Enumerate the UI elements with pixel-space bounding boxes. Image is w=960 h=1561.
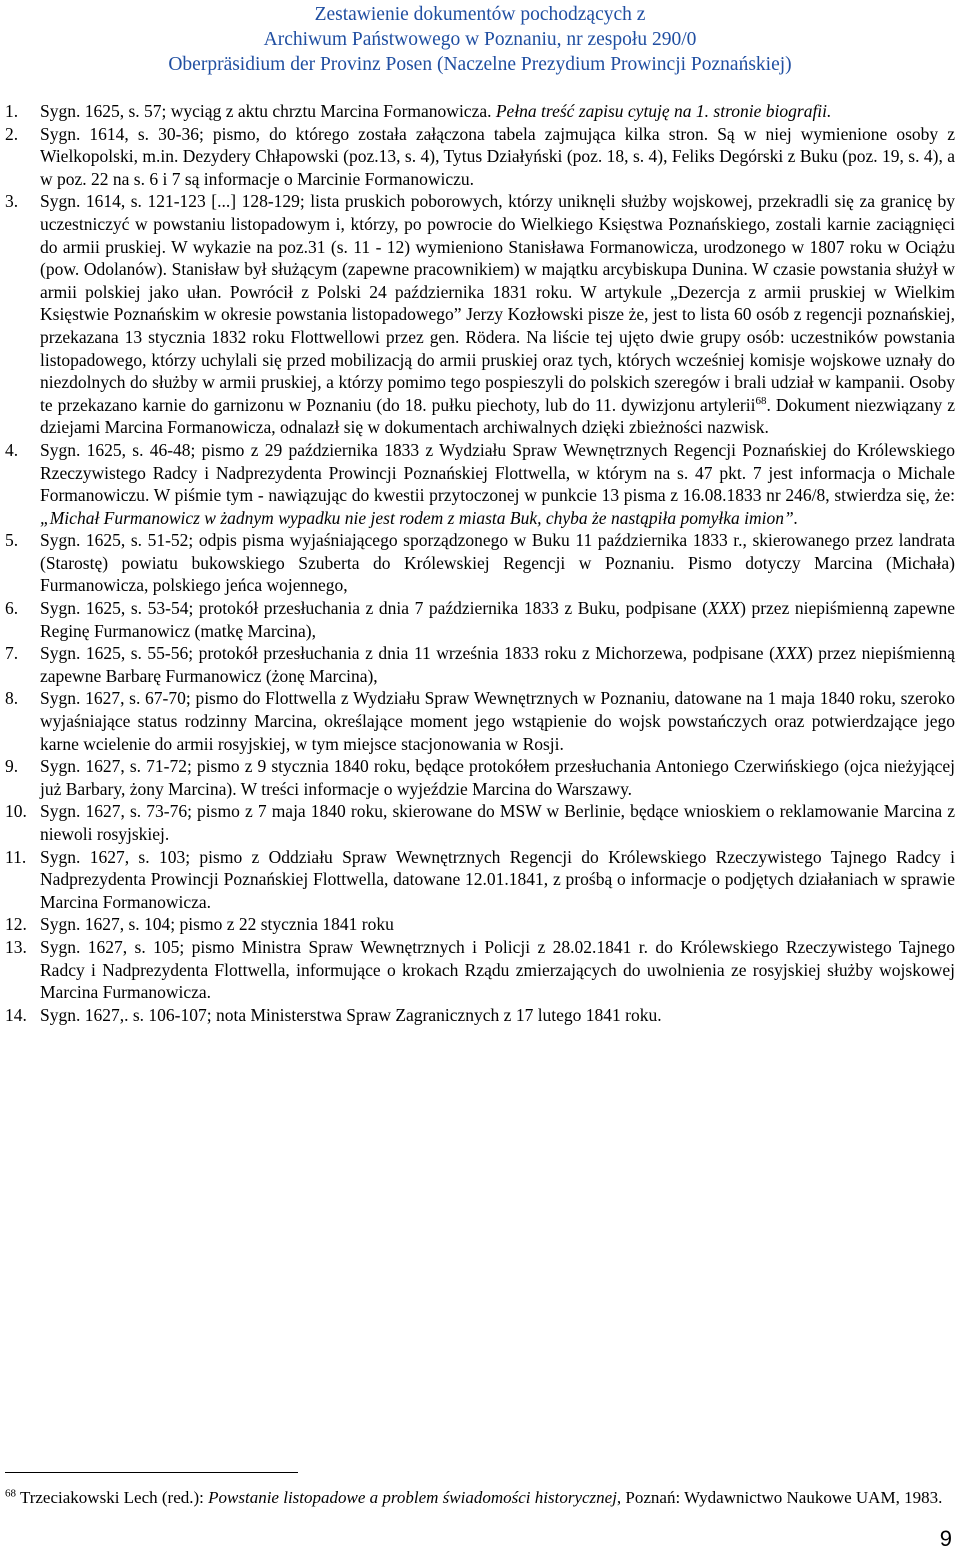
item-text: Sygn. 1614, s. 121-123 [...] 128-129; lista pruskich poborowych, którzy uniknęli służby wojskowej, przekradli się za granicę by uczestniczyć w powstaniu listopadowym i, którzy, po powrocie do Wielkiego Księstwa Poznańskiego, zostali karnie zaciągnięci do armii pruskiej. W wykazie na poz.31 (s. 11 - 12) wymieniono Stanisława Formanowicza, urodzonego w 1807 roku w Ociążu (pow. Odolanów). Stanisław był służącym (zapewne pracownikiem) w majątku arcybiskupa Dunina. W czasie powstania służył w armii polskiej jako ułan. Powrócił z Polski 24 października 1831 roku. W artykule „Dezercja z armii pruskiej w Wielkim Księstwie Poznańskim w okresie powstania listopadowego” Jerzy Kozłowski pisze że, jest to lista 60 osób z regencji poznańskiej, przekazana 13 stycznia 1832 roku Flottwellowi przez gen. Rödera. Na liście tej ujęto dwie grupy osób: uczestników powstania listopadowego, którzy uchylali się przed mobilizacją do armii pruskiej oraz tych, których wcześniej komisje wojskowe uznały do niezdolnych do służby w armii pruskiej, a którzy pomimo tego pospieszyli do polskich szeregów i brali udział w kampanii. Osoby te przekazano karnie do garnizonu w Poznaniu (do 18. pułku piechoty, lub do 11. dywizjonu artylerii$^{68}$. Dokument niezwiązany z dziejami Marcina Formanowicza, odnalazł się w dokumentach archiwalnych dzięki zbieżności nazwisk. <box>40 191 955 438</box>
item-text: Sygn. 1625, s. 57; wyciąg z aktu chrztu Marcina Formanowicza. Pełna treść zapisu cytuję na 1. stronie biografii. <box>40 101 832 121</box>
item-number: 2. <box>5 123 19 144</box>
document-header <box>0 2 960 77</box>
item-number: 14. <box>5 1004 27 1025</box>
item-number: 11. <box>5 846 27 867</box>
footnote-separator <box>5 1472 298 1473</box>
document-list <box>5 100 955 1026</box>
item-text: Sygn. 1625, s. 53-54; protokół przesłuchania z dnia 7 października 1833 z Buku, podpisane (XXX) przez niepiśmienną zapewne Reginę Furmanowicz (matkę Marcina), <box>40 598 955 641</box>
list-item <box>5 439 955 529</box>
item-text: Sygn. 1627,. s. 106-107; nota Ministerstwa Spraw Zagranicznych z 17 lutego 1841 roku. <box>40 1004 662 1025</box>
list-item <box>5 597 955 642</box>
item-text: Sygn. 1627, s. 105; pismo Ministra Spraw Wewnętrznych i Policji z 28.02.1841 r. do Królewskiego Rzeczywistego Tajnego Radcy i Nadprezydenta Flottwella, informujące o krokach Rządu zmierzających do uwolnienia ze rosyjskiej służby wojskowej Marcina Furmanowicza. <box>40 936 955 1003</box>
list-item <box>5 846 955 914</box>
list-item <box>5 123 955 191</box>
list-item <box>5 1004 955 1027</box>
list-item <box>5 642 955 687</box>
footnote-ref: 68 <box>755 394 767 407</box>
list-item <box>5 755 955 800</box>
item-text: Sygn. 1627, s. 67-70; pismo do Flottwella z Wydziału Spraw Wewnętrznych w Poznaniu, datowane na 1 maja 1840 roku, szeroko wyjaśniające status rodzinny Marcina, określające moment jego wstąpienie do wojsk powstańczych oraz potwierdzające jego karne wcielenie do armii rosyjskiej, w tym miejsce stacjonowania w Rosji. <box>40 688 955 754</box>
footnote-68: $^{68}$ Trzeciakowski Lech (red.): Powstanie listopadowe a problem świadomości historycznej, Poznań: Wydawnictwo Naukowe UAM, 1983. <box>5 1487 943 1507</box>
item-number: 9. <box>5 756 19 777</box>
item-number: 3. <box>5 191 19 212</box>
item-text: Sygn. 1625, s. 51-52; odpis pisma wyjaśniającego sporządzonego w Buku 11 października 1833 r., skierowanego przez landrata (Starostę) powiatu bukowskiego Szuberta do Królewskiej Regencji w Poznaniu. Pismo dotyczy Marcina (Michała) Furmanowicza, polskiego jeńca wojennego, <box>40 530 955 596</box>
item-text: Sygn. 1627, s. 73-76; pismo z 7 maja 1840 roku, skierowane do MSW w Berlinie, będące wnioskiem o reklamowanie Marcina z niewoli rosyjskiej. <box>40 801 955 844</box>
item-number: 5. <box>5 530 19 551</box>
item-number: 7. <box>5 643 19 664</box>
item-text: Sygn. 1627, s. 71-72; pismo z 9 stycznia 1840 roku, będące protokółem przesłuchania Antoniego Czerwińskiego (ojca nieżyjącej już Barbary, żony Marcina). W treści informacje o wyjeździe Marcina do Warszawy. <box>40 756 955 799</box>
list-item <box>5 100 955 123</box>
page-number: 9 <box>939 1526 952 1551</box>
item-text: Sygn. 1627, s. 103; pismo z Oddziału Spraw Wewnętrznych Regencji do Królewskiego Rzeczywistego Tajnego Radcy i Nadprezydenta Prowincji Poznańskiej Flottwella, datowane 12.01.1841, z prośbą o informacje o podjętych działaniach w sprawie Marcina Formanowicza. <box>40 846 955 912</box>
item-number: 13. <box>5 936 27 957</box>
item-number: 1. <box>5 101 19 121</box>
list-item <box>5 936 955 1004</box>
item-text: Sygn. 1627, s. 104; pismo z 22 stycznia 1841 roku <box>40 914 394 935</box>
item-number: 4. <box>5 439 19 460</box>
list-item <box>5 913 955 936</box>
footnote-number: 68 <box>5 1487 16 1500</box>
item-number: 10. <box>5 801 27 822</box>
item-text: Sygn. 1625, s. 55-56; protokół przesłuchania z dnia 11 września 1833 roku z Michorzewa, podpisane (XXX) przez niepiśmienną zapewne Barbarę Furmanowicz (żonę Marcina), <box>40 643 955 686</box>
list-item <box>5 687 955 755</box>
header-line-3: Oberpräsidium der Provinz Posen (Naczelne Prezydium Prowincji Poznańskiej) <box>168 54 792 75</box>
list-item <box>5 529 955 597</box>
item-number: 12. <box>5 914 27 935</box>
item-number: 8. <box>5 688 19 709</box>
list-item <box>5 190 955 439</box>
item-text: Sygn. 1614, s. 30-36; pismo, do którego została załączona tabela zajmująca kilka stron. Są w niej wymienione osoby z Wielkopolski, m.in. Dezydery Chłapowski (poz.13, s. 4), Tytus Działyński (poz. 18, s. 4), Feliks Degórski z Buku (poz. 19, s. 4), a w poz. 22 na s. 6 i 7 są informacje o Marcinie Formanowiczu. <box>40 123 955 189</box>
item-text: Sygn. 1625, s. 46-48; pismo z 29 października 1833 z Wydziału Spraw Wewnętrznych Regencji Poznańskiej do Królewskiego Rzeczywistego Radcy i Nadprezydenta Prowincji Poznańskiej Flottwella, w którym na s. 47 pkt. 7 jest informacja o Michale Formanowiczu. W piśmie tym - nawiązując do kwestii przytoczonej w punkcie 13 pisma z 16.08.1833 nr 246/8, stwierdza się, że: „Michał Furmanowicz w żadnym wypadku nie jest rodem z miasta Buk, chyba że nastąpiła pomyłka imion”. <box>40 439 955 528</box>
header-line-1: Zestawienie dokumentów pochodzących z <box>314 4 646 25</box>
list-item <box>5 800 955 845</box>
item-number: 6. <box>5 598 19 619</box>
header-line-2: Archiwum Państwowego w Poznaniu, nr zespołu 290/0 <box>263 29 697 50</box>
